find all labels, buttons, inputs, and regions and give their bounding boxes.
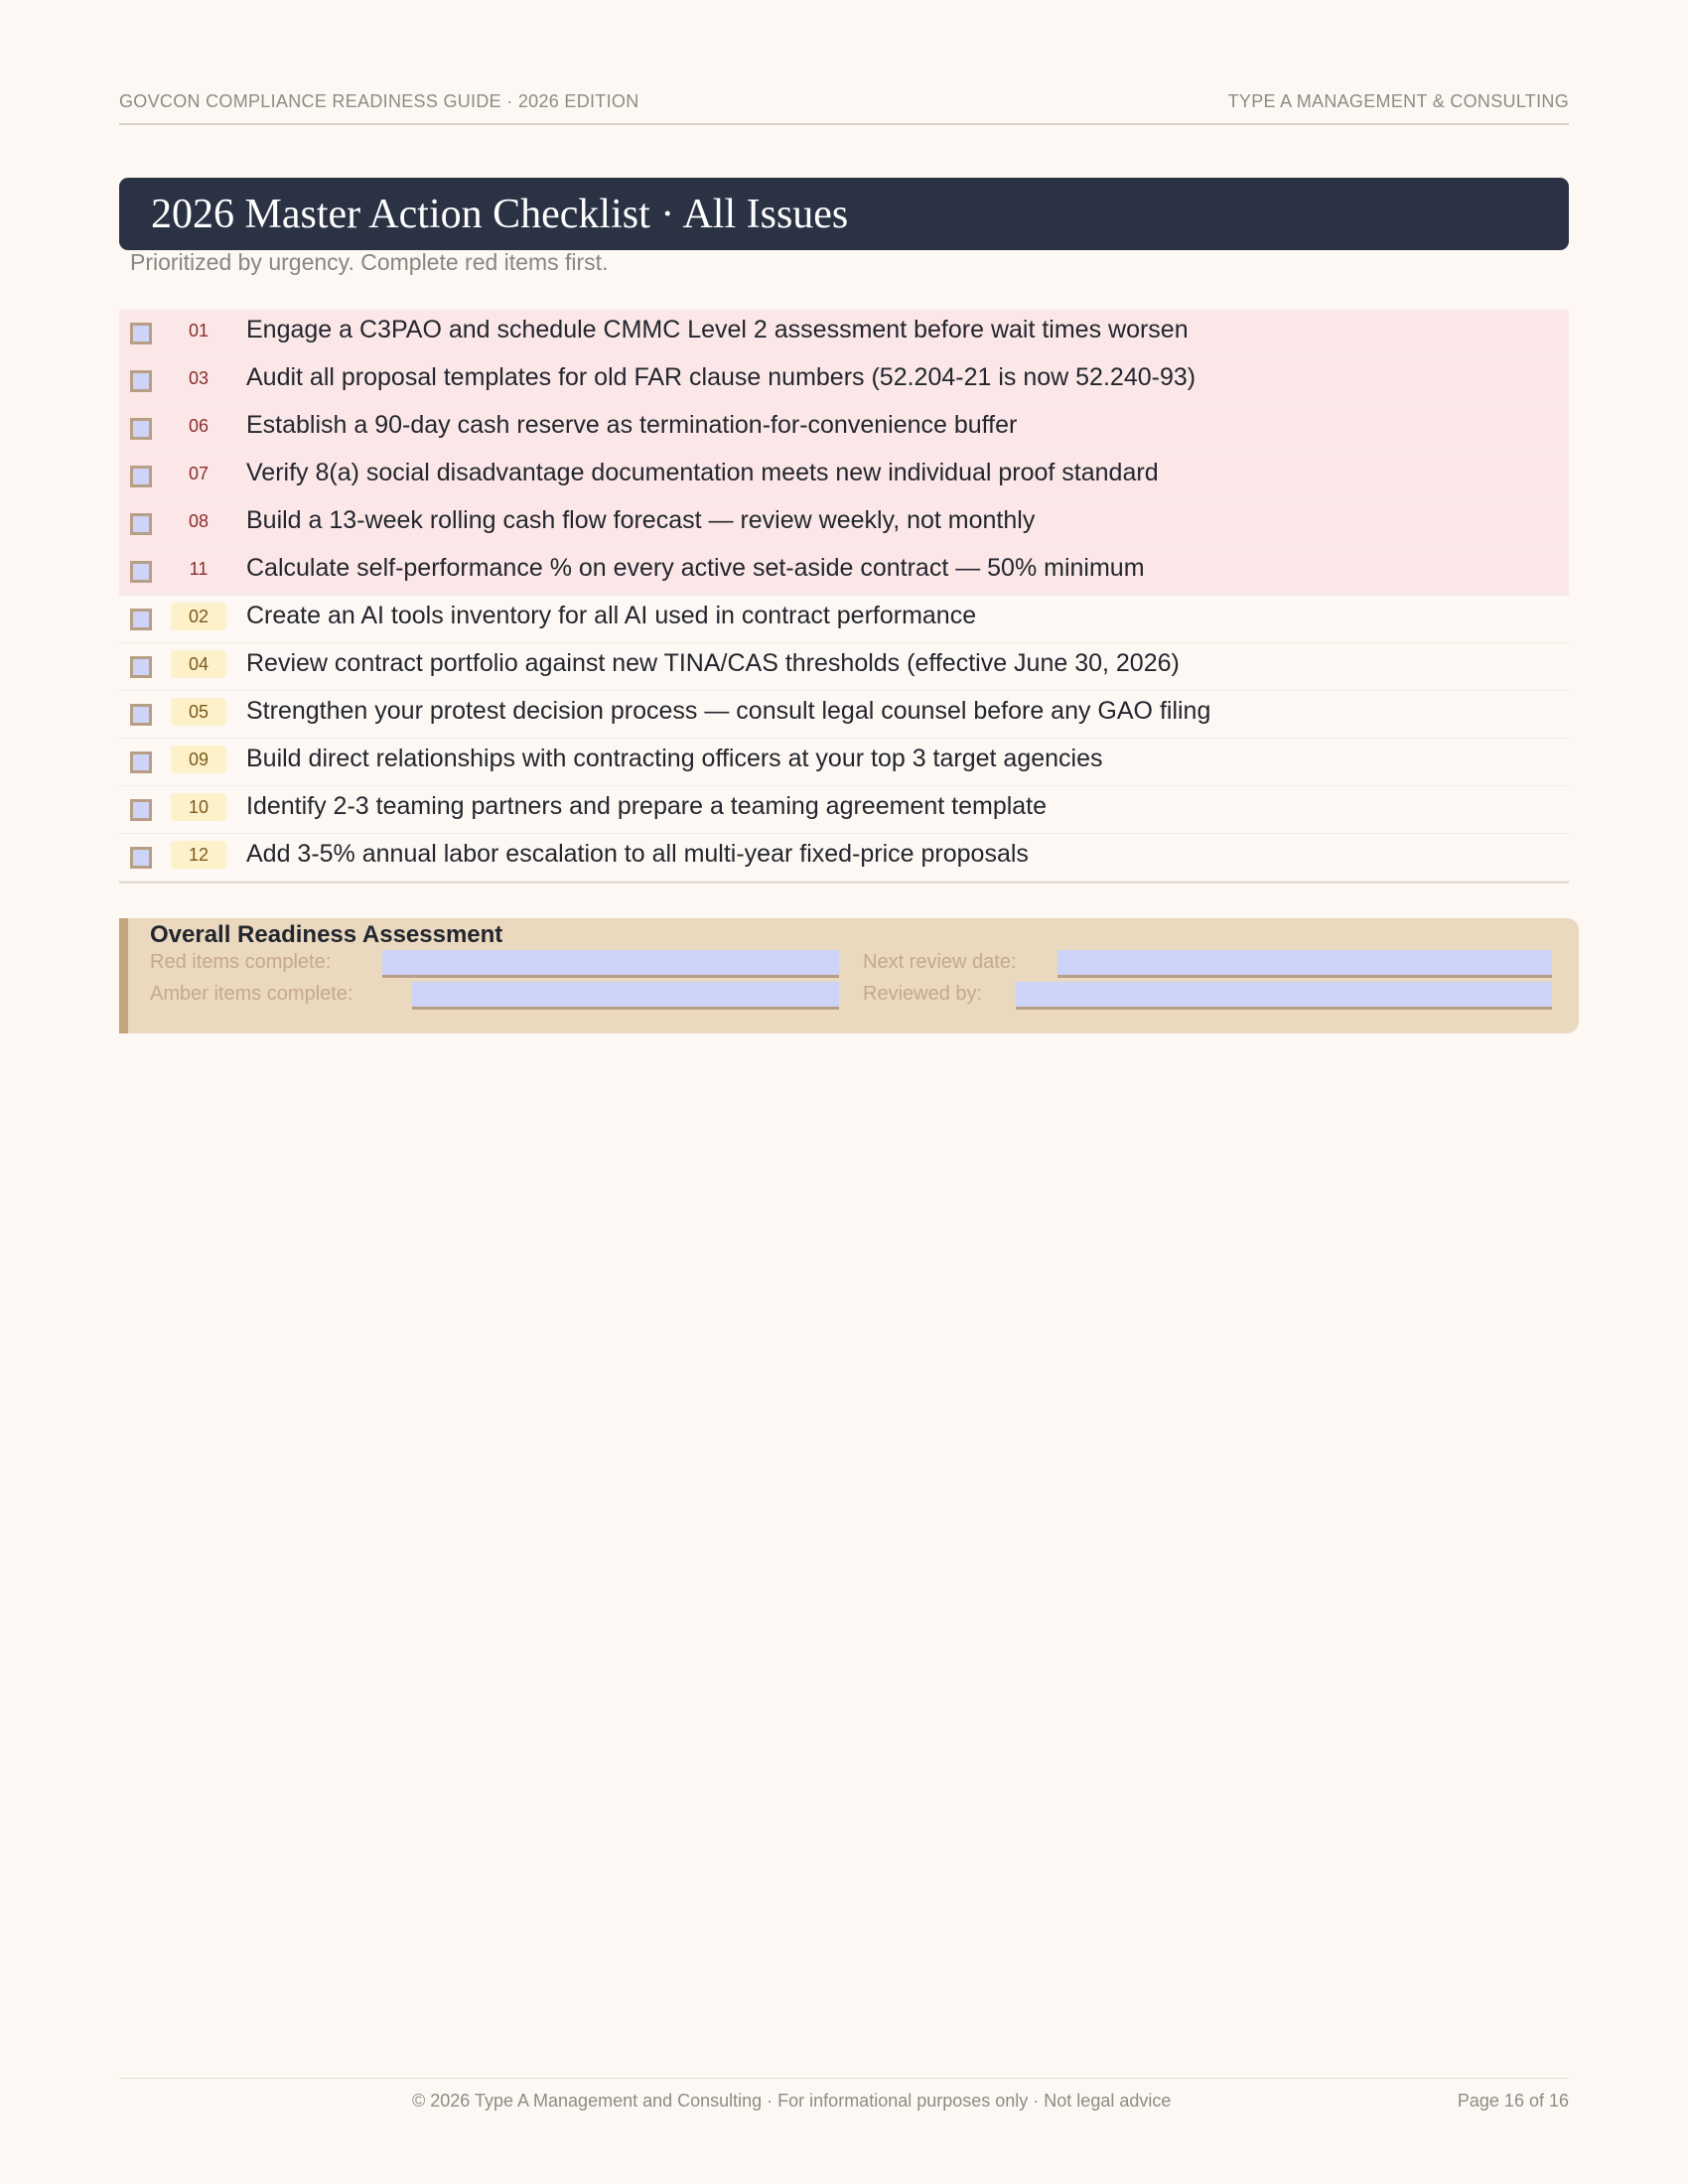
checklist-item xyxy=(119,739,1569,786)
item-text: Add 3-5% annual labor escalation to all multi-year fixed-price proposals xyxy=(246,840,1029,868)
checklist-divider xyxy=(119,882,1569,884)
checklist-item xyxy=(119,453,1569,500)
checklist-item xyxy=(119,596,1569,643)
item-text: Strengthen your protest decision process — consult legal counsel before any GAO filing xyxy=(246,697,1211,725)
item-number: 09 xyxy=(171,746,226,773)
readiness-assessment xyxy=(119,918,1579,1033)
title-bar xyxy=(119,178,1569,250)
checkbox[interactable] xyxy=(130,847,152,869)
checkbox[interactable] xyxy=(130,466,152,487)
header-company: TYPE A MANAGEMENT & CONSULTING xyxy=(1227,91,1569,111)
red-items-label: Red items complete: xyxy=(150,951,332,973)
item-number: 12 xyxy=(171,841,226,869)
page-title: 2026 Master Action Checklist · All Issues xyxy=(151,192,849,237)
item-text: Build a 13-week rolling cash flow forecast — review weekly, not monthly xyxy=(246,506,1036,534)
checkbox[interactable] xyxy=(130,609,152,630)
item-text: Verify 8(a) social disadvantage documentation meets new individual proof standard xyxy=(246,459,1159,486)
checklist-item xyxy=(119,786,1569,834)
item-text: Identify 2-3 teaming partners and prepare a teaming agreement template xyxy=(246,792,1048,820)
checklist-item xyxy=(119,548,1569,596)
amber-items-field[interactable] xyxy=(412,982,839,1010)
checkbox[interactable] xyxy=(130,751,152,773)
page-number: Page 16 of 16 xyxy=(1457,2091,1569,2111)
item-number: 03 xyxy=(188,368,210,388)
checkbox[interactable] xyxy=(130,704,152,726)
checkbox[interactable] xyxy=(130,513,152,535)
checklist-item xyxy=(119,643,1569,691)
next-review-label: Next review date: xyxy=(863,951,1017,973)
amber-items-label: Amber items complete: xyxy=(150,983,353,1005)
item-text: Audit all proposal templates for old FAR clause numbers (52.204-21 is now 52.240-93) xyxy=(246,363,1196,391)
footer-copyright: © 2026 Type A Management and Consulting · For informational purposes only · Not legal advice xyxy=(412,2091,1172,2111)
item-number: 11 xyxy=(189,559,209,579)
item-number: 02 xyxy=(171,603,226,630)
checkbox[interactable] xyxy=(130,323,152,344)
next-review-field[interactable] xyxy=(1057,950,1552,978)
checklist-item xyxy=(119,405,1569,453)
checklist-item xyxy=(119,310,1569,357)
item-number: 07 xyxy=(188,464,210,483)
checkbox[interactable] xyxy=(130,418,152,440)
page-footer xyxy=(119,2078,1569,2111)
reviewed-by-field[interactable] xyxy=(1016,982,1552,1010)
item-number: 01 xyxy=(188,321,210,341)
item-number: 04 xyxy=(171,650,226,678)
item-number: 10 xyxy=(171,793,226,821)
item-text: Review contract portfolio against new TINA/CAS thresholds (effective June 30, 2026) xyxy=(246,649,1180,677)
item-text: Establish a 90-day cash reserve as termination-for-convenience buffer xyxy=(246,411,1018,439)
red-items-field[interactable] xyxy=(382,950,839,978)
checklist xyxy=(119,310,1569,884)
checkbox[interactable] xyxy=(130,561,152,583)
checklist-item xyxy=(119,500,1569,548)
checkbox[interactable] xyxy=(130,370,152,392)
reviewed-by-label: Reviewed by: xyxy=(863,983,983,1005)
item-number: 05 xyxy=(171,698,226,726)
header-guide-title: GOVCON COMPLIANCE READINESS GUIDE · 2026 EDITION xyxy=(119,91,639,111)
checklist-item xyxy=(119,834,1569,882)
page-subtitle: Prioritized by urgency. Complete red items first. xyxy=(130,249,609,275)
item-text: Build direct relationships with contracting officers at your top 3 target agencies xyxy=(246,745,1103,772)
item-text: Create an AI tools inventory for all AI used in contract performance xyxy=(246,602,977,629)
page-header xyxy=(119,87,1569,125)
checklist-item xyxy=(119,691,1569,739)
checklist-item xyxy=(119,357,1569,405)
assessment-title: Overall Readiness Assessment xyxy=(150,921,503,948)
item-text: Calculate self-performance % on every active set-aside contract — 50% minimum xyxy=(246,554,1145,582)
checkbox[interactable] xyxy=(130,799,152,821)
checkbox[interactable] xyxy=(130,656,152,678)
item-number: 06 xyxy=(188,416,210,436)
item-number: 08 xyxy=(188,511,210,531)
item-text: Engage a C3PAO and schedule CMMC Level 2 assessment before wait times worsen xyxy=(246,316,1189,343)
